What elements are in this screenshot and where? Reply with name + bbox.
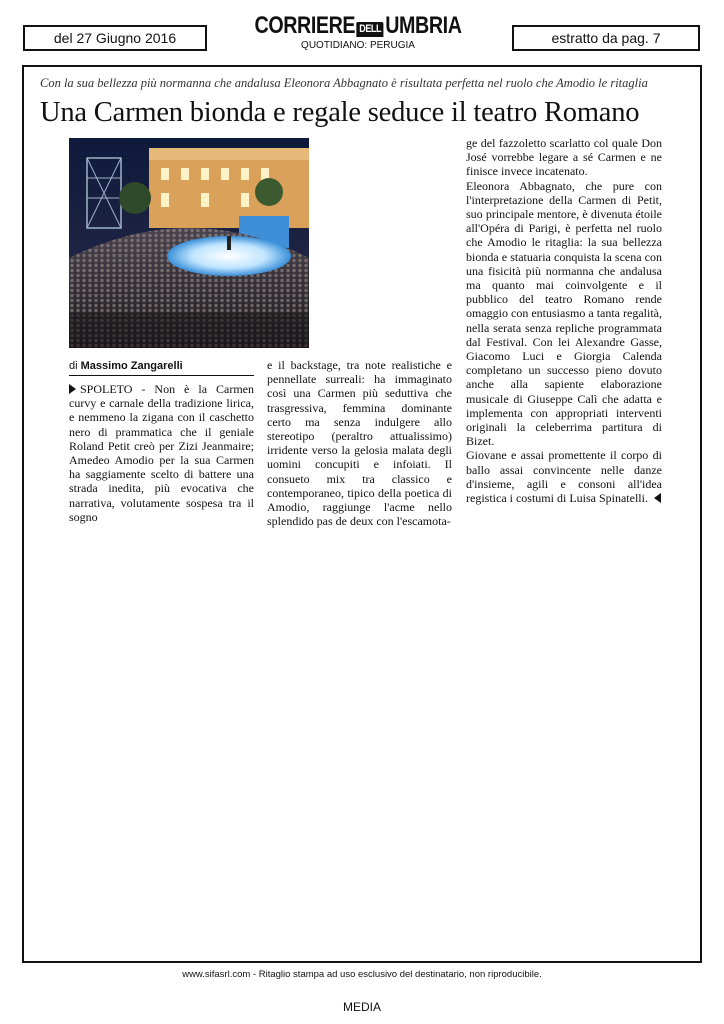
triangle-right-icon bbox=[69, 384, 76, 394]
byline-prefix: di bbox=[69, 360, 78, 372]
logo-right: UMBRIA bbox=[385, 12, 462, 39]
page-reference: estratto da pag. 7 bbox=[551, 30, 661, 46]
logo-left: CORRIERE bbox=[254, 12, 356, 39]
column-3-paragraph-3: Giovane e assai promettente il corpo di ballo assai convincente nelle danze d'insieme, agili e consoni all'idea registica i costumi di Luisa Spinatelli. bbox=[466, 448, 662, 506]
byline bbox=[69, 360, 254, 376]
issue-date: del 27 Giugno 2016 bbox=[53, 30, 177, 46]
article-column-1 bbox=[69, 382, 254, 524]
media-label: MEDIA bbox=[342, 1000, 381, 1014]
triangle-left-icon bbox=[654, 493, 661, 503]
column-2-text: e il backstage, tra note realistiche e pennellate surreali: ha immaginato così una Carmen più seduttiva che trasgressiva, femmina dominante certo ma senza indulgere allo stereotipo (peraltro attualissimo) irridente verso la gelosia malata degli uomini concupiti e infoiati. Il consueto mix tra classico e contemporaneo, tipico della poetica di Amodio, raggiunge l'acme nello splendido pas de deux con l'escamota- bbox=[267, 358, 452, 529]
column-3-paragraph-1: ge del fazzoletto scarlatto col quale Don José vorrebbe legare a sé Carmen e ne finisce invece incatenato. bbox=[466, 136, 662, 179]
theatre-photo bbox=[69, 138, 309, 348]
column-1-text: SPOLETO - Non è la Carmen curvy e carnale della tradizione lirica, e nemmeno la zigana con il caschetto nero di prammatica che il geniale Roland Petit creò per Zizi Jeanmaire; Amedeo Amodio per la sua Carmen ha saggiamente scelto di battere una strada inedita, più evocativa che narrativa, volutamente sospesa tra il sogno bbox=[69, 382, 254, 524]
logo-mid: DELL bbox=[357, 22, 384, 37]
newspaper-logo bbox=[238, 14, 478, 56]
article-subtitle: Con la sua bellezza più normanna che andalusa Eleonora Abbagnato è risultata perfetta nel ruolo che Amodio le ritaglia bbox=[40, 76, 648, 90]
article-column-3 bbox=[466, 136, 662, 505]
article-headline: Una Carmen bionda e regale seduce il teatro Romano bbox=[40, 97, 640, 128]
date-box bbox=[23, 25, 207, 51]
article-column-2 bbox=[267, 358, 452, 528]
page-ref-box bbox=[512, 25, 700, 51]
footer-notice: www.sifasrl.com - Ritaglio stampa ad uso esclusivo del destinatario, non riproducibile. bbox=[182, 969, 542, 980]
logo-subtitle: QUOTIDIANO: PERUGIA bbox=[301, 40, 415, 51]
column-3-paragraph-2: Eleonora Abbagnato, che pure con l'interpretazione della Carmen di Petit, suo principale mentore, è divenuta étoile all'Opéra di Parigi, è perfetta nel ruolo che Amodio le ritaglia: la sua bellezza bionda e statuaria conquista la scena con una fisicità più normanna che andalusa ma quanto mai coinvolgente e il pubblico del teatro Romano rende omaggio con entusiasmo a tanta regalità, nella serata senza repliche programmata dal Festival. Con lei Alexandre Gasse, Giacomo Luci e Giorgia Calenda completano un successo pieno dovuto anche alla sapiente elaborazione musicale di Giuseppe Calì che adatta e implementa con appropriati interventi originali la celeberrima partitura di Bizet. bbox=[466, 178, 662, 449]
byline-author: Massimo Zangarelli bbox=[80, 360, 183, 372]
